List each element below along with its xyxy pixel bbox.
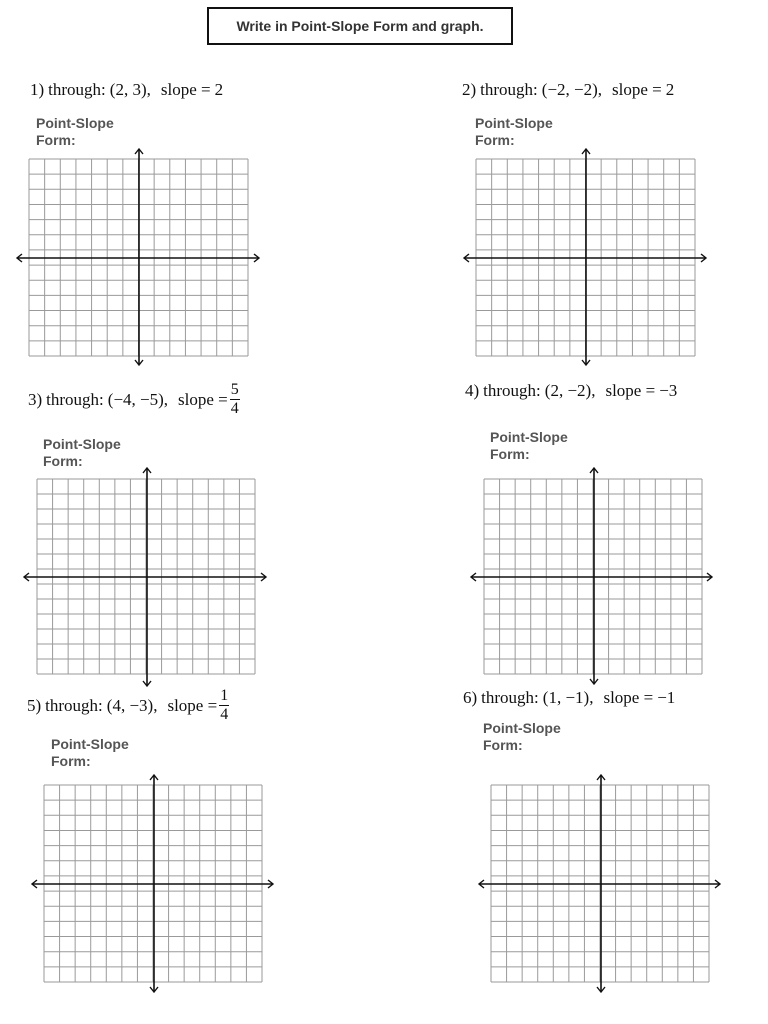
- psf-line-1: Point-Slope: [475, 115, 553, 131]
- through-label: through:: [483, 381, 541, 400]
- coordinate-grid-5[interactable]: [23, 766, 282, 1001]
- psf-line-1: Point-Slope: [490, 429, 568, 445]
- psf-line-2: Form:: [483, 737, 523, 753]
- psf-line-2: Form:: [36, 132, 76, 148]
- problem-number: 3): [28, 389, 43, 409]
- psf-line-1: Point-Slope: [51, 736, 129, 752]
- point-value: (4, −3),: [106, 695, 158, 715]
- slope-label: slope =: [160, 80, 211, 99]
- slope-value: −1: [657, 688, 676, 707]
- point-slope-form-label-5: [51, 736, 129, 770]
- point-value: (−2, −2),: [541, 80, 603, 99]
- problem-3-statement: [28, 382, 240, 417]
- point-value: (2, 3),: [109, 80, 151, 99]
- slope-numerator: 5: [230, 381, 239, 398]
- problem-number: 1): [30, 80, 45, 99]
- problem-6-statement: [463, 688, 675, 708]
- slope-label: slope =: [605, 381, 656, 400]
- slope-value: 2: [665, 80, 675, 99]
- problem-number: 4): [465, 381, 480, 400]
- problem-2-statement: [462, 80, 674, 100]
- slope-label: slope =: [603, 688, 654, 707]
- coordinate-grid-3[interactable]: [15, 459, 275, 695]
- slope-label: slope =: [167, 695, 218, 715]
- coordinate-grid-2[interactable]: [455, 140, 715, 374]
- slope-denominator: 4: [230, 400, 239, 417]
- problem-5-statement: [27, 688, 229, 723]
- point-value: (−4, −5),: [107, 389, 169, 409]
- problem-1-statement: [30, 80, 223, 100]
- problem-number: 5): [27, 695, 42, 715]
- point-slope-form-label-4: [490, 429, 568, 463]
- instructions-text: Write in Point-Slope Form and graph.: [236, 18, 484, 34]
- slope-numerator: 1: [220, 687, 229, 704]
- slope-label: slope =: [612, 80, 662, 99]
- slope-fraction: [230, 382, 240, 417]
- problem-number: 6): [463, 688, 478, 707]
- point-value: (2, −2),: [544, 381, 596, 400]
- psf-line-1: Point-Slope: [483, 720, 561, 736]
- through-label: through:: [45, 695, 103, 715]
- point-slope-form-label-6: [483, 720, 561, 754]
- psf-line-2: Form:: [51, 753, 91, 769]
- slope-label: slope =: [178, 389, 228, 409]
- instructions-box: [207, 7, 513, 45]
- psf-line-1: Point-Slope: [36, 115, 114, 131]
- problem-4-statement: [465, 381, 677, 401]
- point-value: (1, −1),: [542, 688, 594, 707]
- through-label: through:: [48, 80, 106, 99]
- coordinate-grid-4[interactable]: [462, 459, 721, 693]
- psf-line-2: Form:: [475, 132, 515, 148]
- coordinate-grid-1[interactable]: [8, 140, 268, 374]
- slope-value: 2: [214, 80, 224, 99]
- through-label: through:: [481, 688, 539, 707]
- through-label: through:: [46, 389, 104, 409]
- slope-value: −3: [659, 381, 678, 400]
- slope-fraction: [219, 688, 229, 723]
- psf-line-1: Point-Slope: [43, 436, 121, 452]
- coordinate-grid-6[interactable]: [470, 766, 729, 1001]
- slope-denominator: 4: [220, 706, 229, 723]
- psf-line-2: Form:: [490, 446, 530, 462]
- psf-line-2: Form:: [43, 453, 83, 469]
- through-label: through:: [480, 80, 538, 99]
- problem-number: 2): [462, 80, 477, 99]
